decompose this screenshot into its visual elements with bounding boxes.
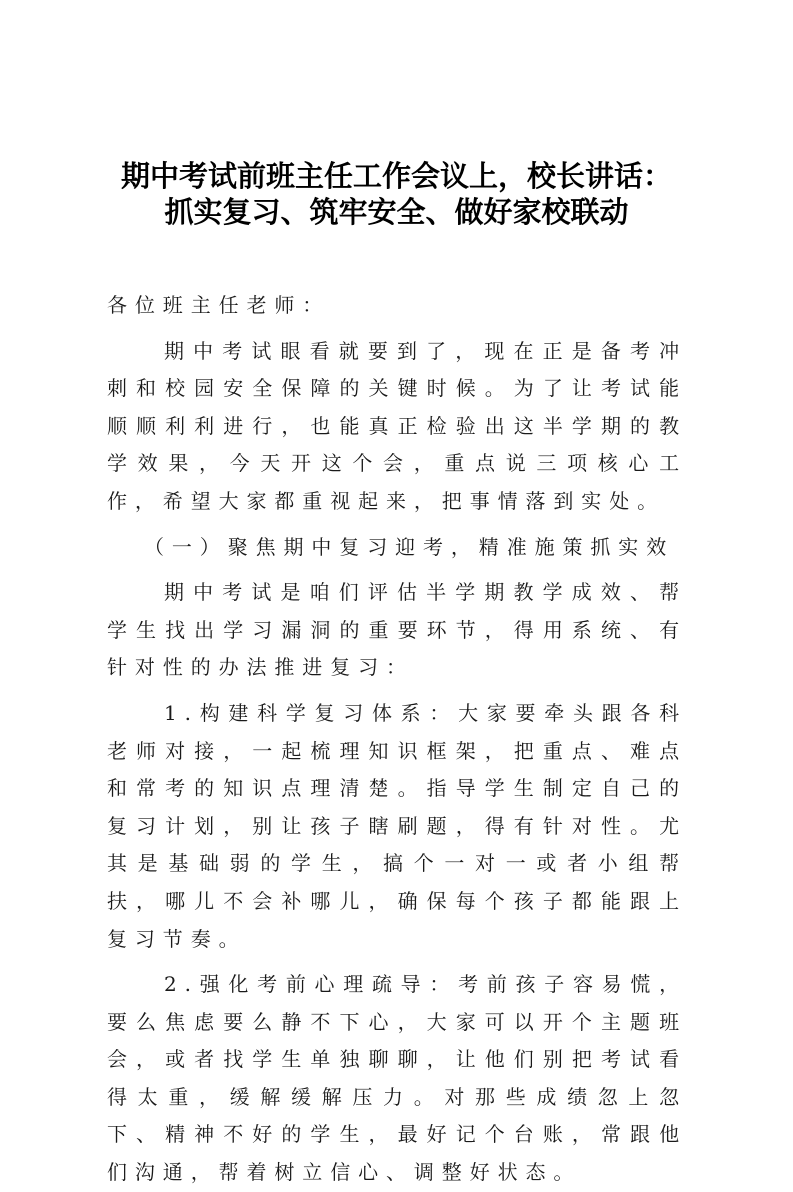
paragraph-intro: 期中考试眼看就要到了，现在正是备考冲刺和校园安全保障的关键时候。为了让考试能顺顺利利进行，也能真正检验出这半学期的教学效果，今天开这个会，重点说三项核心工作，希望大家都重视起来，把事情落到实处。	[107, 338, 687, 513]
section-heading-1: （一）聚焦期中复习迎考，精准施策抓实效	[144, 534, 675, 559]
document-body	[107, 287, 687, 1192]
paragraph-section-intro: 期中考试是咱们评估半学期教学成效、帮学生找出学习漏洞的重要环节，得用系统、有针对性的办法推进复习：	[107, 580, 687, 680]
title-line-1: 期中考试前班主任工作会议上，校长讲话：	[120, 159, 672, 193]
paragraph-item-1: 1.构建科学复习体系：大家要牵头跟各科老师对接，一起梳理知识框架，把重点、难点和常考的知识点理清楚。指导学生制定自己的复习计划，别让孩子瞎刷题，得有针对性。尤其是基础弱的学生，搞个一对一或者小组帮扶，哪儿不会补哪儿，确保每个孩子都能跟上复习节奏。	[107, 700, 687, 951]
title-line-2: 抓实复习、筑牢安全、做好家校联动	[164, 195, 629, 229]
salutation: 各位班主任老师：	[107, 293, 331, 317]
document-title	[90, 158, 703, 230]
paragraph-item-2: 2.强化考前心理疏导：考前孩子容易慌，要么焦虑要么静不下心，大家可以开个主题班会，或者找学生单独聊聊，让他们别把考试看得太重，缓解缓解压力。对那些成绩忽上忽下、精神不好的学生，最好记个台账，常跟他们沟通，帮着树立信心、调整好状态。	[107, 972, 687, 1185]
